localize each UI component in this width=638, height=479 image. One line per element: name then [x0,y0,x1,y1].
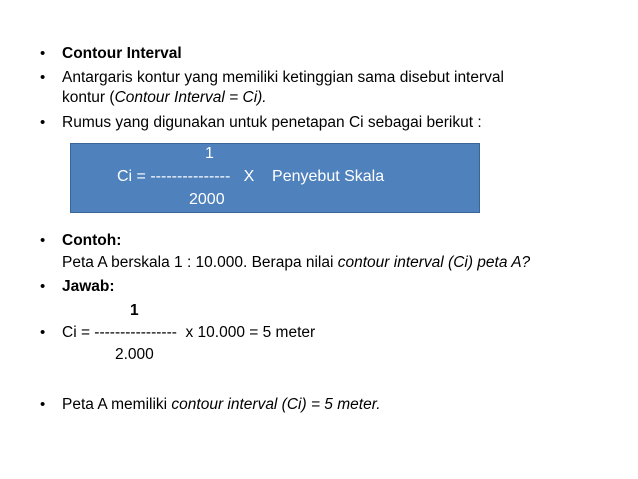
formula-numerator: 1 [205,145,214,162]
contour-interval-heading: Contour Interval [62,45,182,62]
bullet-marker: • [40,324,46,341]
bullet-marker: • [40,114,46,131]
example-question [62,254,530,272]
bullet-marker: • [40,278,46,295]
formula-denominator: 2000 [189,191,225,208]
answer-expression: Ci = ---------------- x 10.000 = 5 meter [62,324,316,341]
conclusion-text [62,396,381,414]
bullet-marker: • [40,45,46,62]
example-question-italic: contour interval (Ci) peta A? [337,254,531,271]
example-heading: Contoh: [62,232,122,249]
definition-line-1: Antargaris kontur yang memiliki ketinggian sama disebut interval [62,69,504,86]
rumus-text: Rumus yang digunakan untuk penetapan Ci sebagai berikut : [62,114,482,131]
definition-line-2-italic: Contour Interval = Ci). [114,89,267,106]
answer-numerator: 1 [130,302,139,319]
bullet-marker: • [40,396,46,413]
definition-line-2-plain: kontur ( [62,89,115,106]
answer-heading: Jawab: [62,278,115,295]
bullet-marker: • [40,232,46,249]
bullet-marker: • [40,69,46,86]
answer-denominator: 2.000 [115,346,154,363]
formula-expression: Ci = --------------- X Penyebut Skala [117,168,385,185]
conclusion-italic: contour interval (Ci) = 5 meter. [171,396,381,413]
formula-box [70,143,480,213]
example-question-plain: Peta A berskala 1 : 10.000. Berapa nilai [62,254,338,271]
conclusion-plain: Peta A memiliki [62,396,172,413]
definition-line-2 [62,89,267,107]
